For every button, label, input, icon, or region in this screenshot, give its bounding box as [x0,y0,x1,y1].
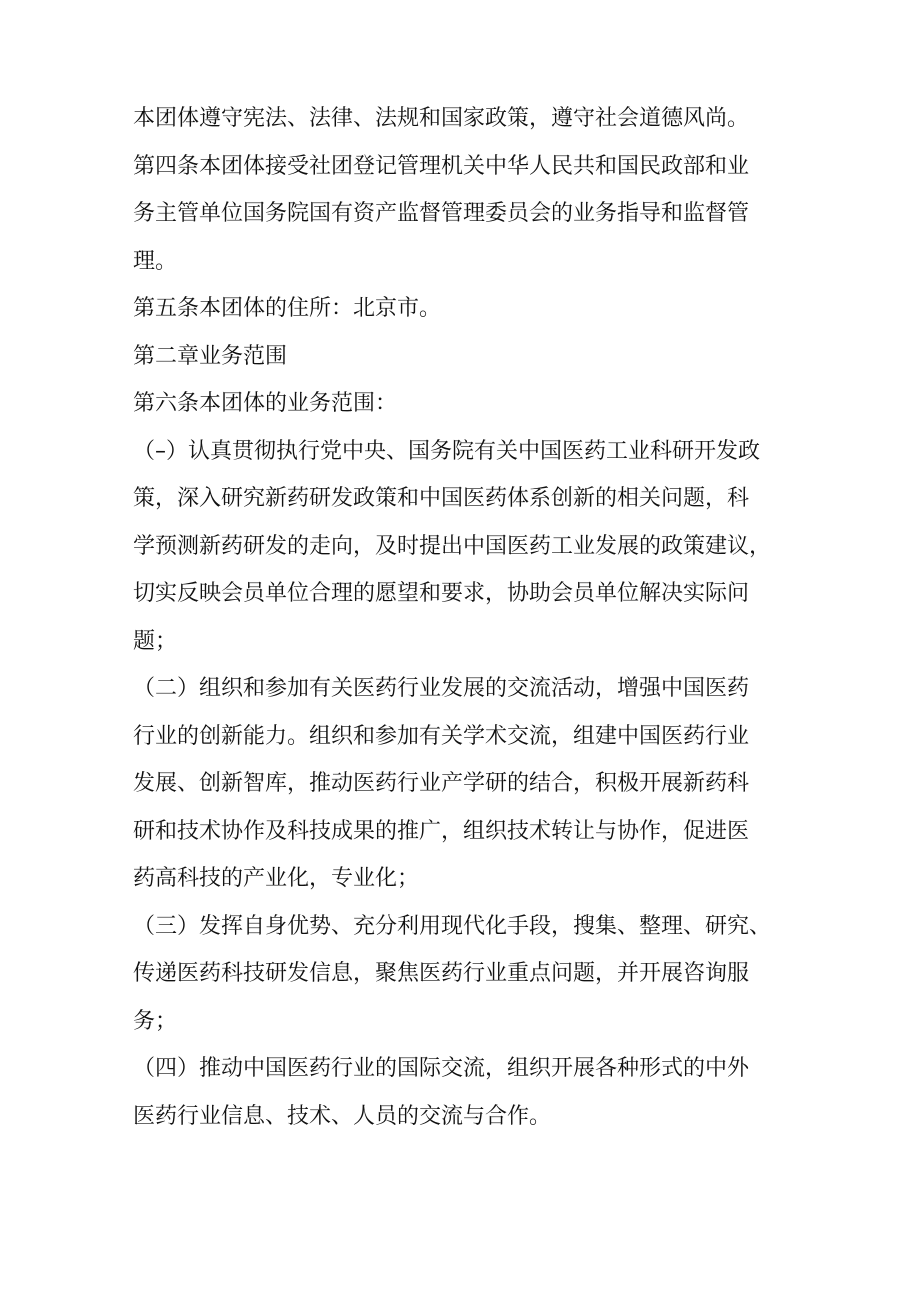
text-line: 第六条本团体的业务范围： [133,391,398,416]
text-line: 行业的创新能力。组织和参加有关学术交流，组建中国医药行业 [133,723,750,749]
text-line: 务主管单位国务院国有资产监督管理委员会的业务指导和监督管 [133,201,750,226]
text-line: 本团体遵守宪法、法律、法规和国家政策，遵守社会道德风尚。 [133,106,750,131]
text-line: 题； [133,628,178,654]
document-body [133,95,813,1140]
text-line: 药高科技的产业化，专业化； [133,866,420,891]
text-line: 研和技术协作及科技成果的推广，组织技术转让与协作，促进医 [133,818,750,844]
text-line: 传递医药科技研发信息，聚焦医药行业重点问题，并开展咨询服 [133,961,750,986]
text-line: （四）推动中国医药行业的国际交流，组织开展各种形式的中外 [133,1056,750,1081]
chapter-heading: 第二章业务范围 [133,343,288,369]
text-line: 第四条本团体接受社团登记管理机关中华人民共和国民政部和业 [133,153,750,179]
text-line: 医药行业信息、技术、人员的交流与合作。 [133,1103,552,1129]
text-line: （三）发挥自身优势、充分利用现代化手段，搜集、整理、研究、 [133,913,772,939]
text-line: 切实反映会员单位合理的愿望和要求，协助会员单位解决实际问 [133,581,750,606]
text-line: 学预测新药研发的走向，及时提出中国医药工业发展的政策建议， [133,533,772,559]
text-line: 第五条本团体的住所：北京市。 [133,296,442,321]
text-line: 策，深入研究新药研发政策和中国医药体系创新的相关问题，科 [133,486,750,511]
text-line: 发展、创新智库，推动医药行业产学研的结合，积极开展新药科 [133,771,750,796]
text-line: 理。 [133,248,178,274]
text-line: （–）认真贯彻执行党中央、国务院有关中国医药工业科研开发政 [133,438,761,464]
text-line: 务； [133,1008,178,1034]
text-line: （二）组织和参加有关医药行业发展的交流活动，增强中国医药 [133,676,750,701]
